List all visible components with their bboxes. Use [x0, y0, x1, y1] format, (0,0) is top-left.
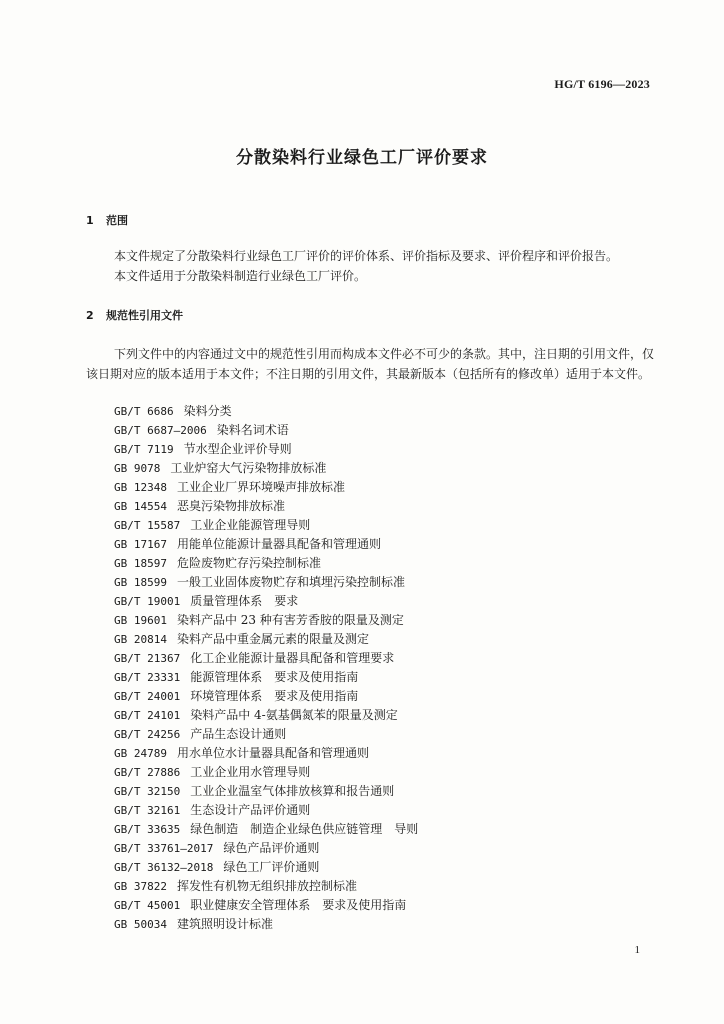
reference-item: [114, 554, 418, 573]
reference-code: GB/T 45001: [114, 899, 181, 912]
normative-references-list: [114, 402, 418, 934]
reference-code: GB/T 7119: [114, 443, 174, 456]
reference-code: GB 18597: [114, 557, 167, 570]
reference-title: 绿色产品评价通则: [223, 841, 320, 855]
reference-title: 用水单位水计量器具配备和管理通则: [176, 746, 369, 760]
section-title: 规范性引用文件: [106, 309, 183, 322]
reference-title: 染料产品中 23 种有害芳香胺的限量及测定: [176, 613, 404, 627]
reference-item: [114, 668, 418, 687]
reference-code: GB 24789: [114, 747, 167, 760]
reference-title: 绿色工厂评价通则: [223, 860, 320, 874]
reference-item: [114, 459, 418, 478]
reference-item: [114, 744, 418, 763]
section-2-intro: [86, 344, 654, 384]
reference-title: 工业企业厂界环境噪声排放标准: [176, 480, 345, 494]
page-number: 1: [634, 944, 640, 956]
reference-item: [114, 915, 418, 934]
reference-item: [114, 573, 418, 592]
reference-item: [114, 516, 418, 535]
reference-item: [114, 592, 418, 611]
reference-code: GB/T 33635: [114, 823, 181, 836]
paragraph: 下列文件中的内容通过文中的规范性引用而构成本文件必不可少的条款。其中，注日期的引用文件，仅该日期对应的版本适用于本文件；不注日期的引用文件，其最新版本（包括所有的修改单）适用于本文件。: [86, 347, 655, 381]
reference-code: GB/T 32161: [114, 804, 181, 817]
reference-code: GB 50034: [114, 918, 167, 931]
reference-item: [114, 725, 418, 744]
reference-title: 工业企业用水管理导则: [190, 765, 311, 779]
reference-item: [114, 402, 418, 421]
reference-item: [114, 801, 418, 820]
reference-item: [114, 497, 418, 516]
reference-title: 能源管理体系 要求及使用指南: [190, 670, 359, 684]
reference-code: GB 9078: [114, 462, 161, 475]
reference-item: [114, 535, 418, 554]
reference-title: 工业炉窑大气污染物排放标准: [170, 461, 327, 475]
reference-title: 绿色制造 制造企业绿色供应链管理 导则: [190, 822, 419, 836]
reference-item: [114, 877, 418, 896]
reference-code: GB/T 6686: [114, 405, 174, 418]
reference-code: GB 20814: [114, 633, 167, 646]
reference-title: 染料名词术语: [216, 423, 289, 437]
reference-code: GB/T 24001: [114, 690, 181, 703]
paragraph: 本文件适用于分散染料制造行业绿色工厂评价。: [114, 269, 367, 283]
reference-title: 环境管理体系 要求及使用指南: [190, 689, 359, 703]
reference-title: 危险废物贮存污染控制标准: [176, 556, 321, 570]
reference-title: 职业健康安全管理体系 要求及使用指南: [190, 898, 407, 912]
reference-title: 产品生态设计通则: [190, 727, 287, 741]
reference-code: GB/T 24101: [114, 709, 181, 722]
section-1-heading: [86, 212, 128, 228]
reference-code: GB 37822: [114, 880, 167, 893]
reference-title: 用能单位能源计量器具配备和管理通则: [176, 537, 381, 551]
reference-code: GB/T 19001: [114, 595, 181, 608]
section-number: 1: [86, 214, 94, 227]
reference-item: [114, 839, 418, 858]
section-number: 2: [86, 309, 94, 322]
reference-item: [114, 858, 418, 877]
reference-code: GB/T 32150: [114, 785, 181, 798]
reference-code: GB/T 24256: [114, 728, 181, 741]
reference-title: 化工企业能源计量器具配备和管理要求: [190, 651, 395, 665]
reference-code: GB 14554: [114, 500, 167, 513]
reference-code: GB/T 15587: [114, 519, 181, 532]
standard-code: HG/T 6196—2023: [554, 77, 650, 91]
reference-title: 染料产品中 4-氨基偶氮苯的限量及测定: [190, 708, 398, 722]
reference-item: [114, 896, 418, 915]
reference-item: [114, 687, 418, 706]
reference-title: 工业企业能源管理导则: [190, 518, 311, 532]
section-1-body: [86, 246, 654, 286]
reference-title: 建筑照明设计标准: [176, 917, 273, 931]
reference-title: 挥发性有机物无组织排放控制标准: [176, 879, 357, 893]
reference-title: 节水型企业评价导则: [183, 442, 292, 456]
reference-code: GB/T 33761—2017: [114, 842, 214, 855]
reference-title: 染料分类: [183, 404, 232, 418]
reference-item: [114, 763, 418, 782]
document-title: 分散染料行业绿色工厂评价要求: [236, 148, 488, 168]
reference-item: [114, 421, 418, 440]
reference-code: GB 19601: [114, 614, 167, 627]
section-title: 范围: [106, 214, 128, 227]
reference-code: GB/T 6687—2006: [114, 424, 207, 437]
reference-code: GB/T 27886: [114, 766, 181, 779]
reference-item: [114, 820, 418, 839]
section-2-heading: [86, 307, 183, 323]
reference-title: 工业企业温室气体排放核算和报告通则: [190, 784, 395, 798]
reference-title: 染料产品中重金属元素的限量及测定: [176, 632, 369, 646]
reference-code: GB/T 21367: [114, 652, 181, 665]
reference-item: [114, 649, 418, 668]
reference-item: [114, 478, 418, 497]
reference-code: GB 18599: [114, 576, 167, 589]
reference-title: 一般工业固体废物贮存和填埋污染控制标准: [176, 575, 405, 589]
reference-item: [114, 706, 418, 725]
reference-code: GB 17167: [114, 538, 167, 551]
reference-item: [114, 440, 418, 459]
reference-title: 质量管理体系 要求: [190, 594, 299, 608]
reference-item: [114, 630, 418, 649]
reference-item: [114, 611, 418, 630]
reference-item: [114, 782, 418, 801]
reference-code: GB/T 36132—2018: [114, 861, 214, 874]
paragraph: 本文件规定了分散染料行业绿色工厂评价的评价体系、评价指标及要求、评价程序和评价报告。: [114, 249, 619, 263]
reference-code: GB 12348: [114, 481, 167, 494]
reference-title: 恶臭污染物排放标准: [176, 499, 285, 513]
reference-code: GB/T 23331: [114, 671, 181, 684]
reference-title: 生态设计产品评价通则: [190, 803, 311, 817]
